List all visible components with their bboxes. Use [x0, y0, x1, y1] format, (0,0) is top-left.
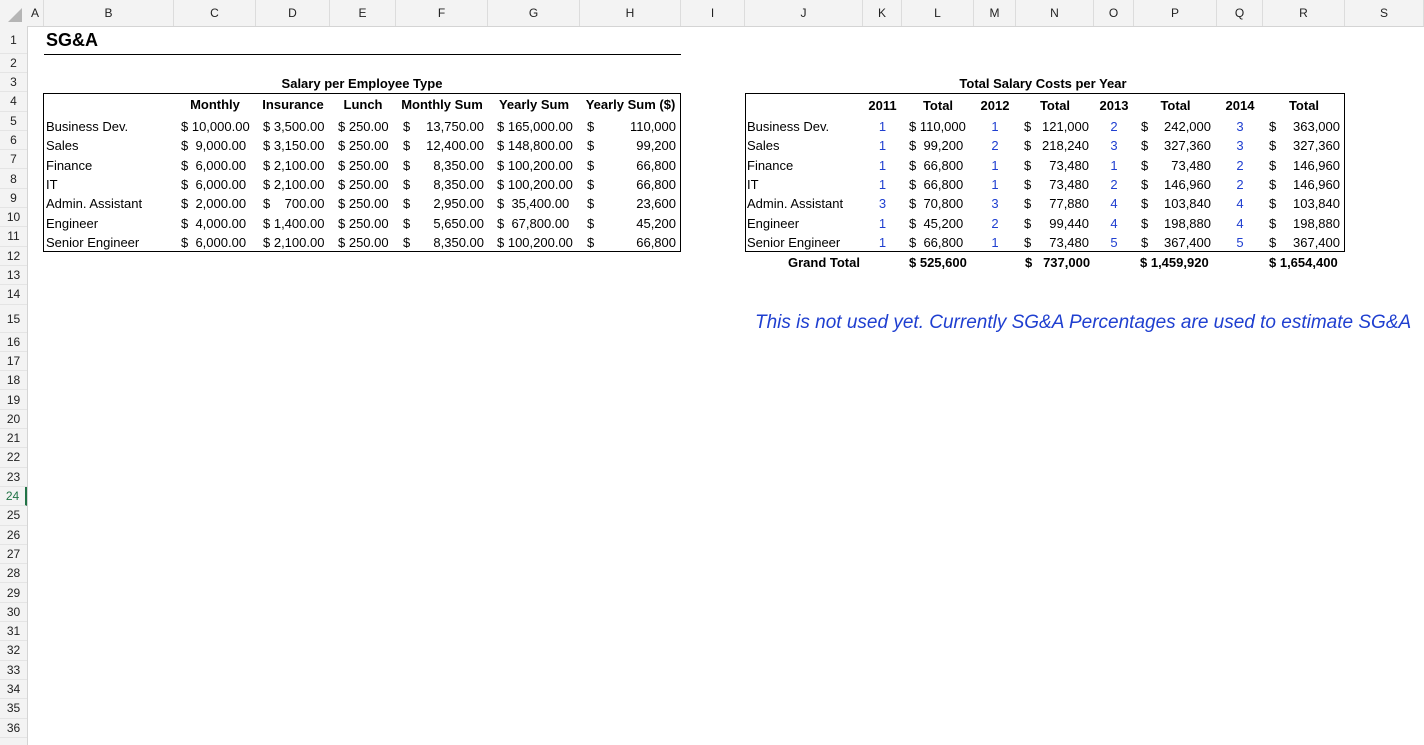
right-row-total-2014-currency[interactable]: $: [1269, 119, 1277, 134]
left-header-insurance[interactable]: Insurance: [262, 97, 324, 112]
right-row-total-2014-currency[interactable]: $: [1269, 216, 1277, 231]
left-row-lunch[interactable]: $ 250.00: [338, 196, 389, 211]
right-row-name[interactable]: Senior Engineer: [747, 235, 841, 250]
left-row-lunch[interactable]: $ 250.00: [338, 138, 389, 153]
left-row-insurance[interactable]: $ 700.00: [263, 196, 325, 211]
grand-total-2013[interactable]: $ 1,459,920: [1140, 255, 1209, 270]
left-row-lunch[interactable]: $ 250.00: [338, 216, 389, 231]
left-row-yearly-dollar-currency[interactable]: $: [587, 138, 595, 153]
grand-total-2012[interactable]: $ 737,000: [1025, 255, 1091, 270]
right-row-total-2012-currency[interactable]: $: [1024, 158, 1032, 173]
left-row-name[interactable]: Engineer: [46, 216, 99, 231]
left-row-yearly-sum[interactable]: $ 100,200.00: [497, 177, 573, 192]
left-row-lunch[interactable]: $ 250.00: [338, 158, 389, 173]
right-row-total-2013[interactable]: 103,840: [1164, 196, 1211, 211]
right-row-total-2012[interactable]: 121,000: [1042, 119, 1089, 134]
left-row-name[interactable]: Business Dev.: [46, 119, 129, 134]
left-row-insurance[interactable]: $ 3,500.00: [263, 119, 325, 134]
left-row-monthly-sum[interactable]: 8,350.00: [433, 177, 484, 192]
left-row-insurance[interactable]: $ 2,100.00: [263, 158, 325, 173]
column-header-p[interactable]: P: [1134, 0, 1217, 26]
right-row-count-2012[interactable]: 1: [991, 158, 999, 173]
column-header-a[interactable]: A: [27, 0, 44, 26]
left-row-lunch[interactable]: $ 250.00: [338, 119, 389, 134]
row-header-2[interactable]: 2: [0, 54, 27, 73]
right-row-count-2014[interactable]: 2: [1236, 158, 1244, 173]
left-table-title[interactable]: Salary per Employee Type: [281, 76, 443, 91]
right-row-count-2014[interactable]: 5: [1236, 235, 1244, 250]
left-header-monthly-sum[interactable]: Monthly Sum: [401, 97, 483, 112]
left-row-monthly-sum-currency[interactable]: $: [403, 216, 411, 231]
right-row-count-2011[interactable]: 1: [878, 235, 887, 250]
grand-total-label[interactable]: Grand Total: [788, 255, 860, 270]
right-row-count-2012[interactable]: 1: [991, 119, 999, 134]
left-row-yearly-sum[interactable]: $ 100,200.00: [497, 235, 573, 250]
left-row-yearly-dollar[interactable]: 66,800: [636, 177, 676, 192]
right-header-total-2013[interactable]: Total: [1160, 98, 1191, 113]
left-row-yearly-dollar[interactable]: 23,600: [636, 196, 676, 211]
left-row-yearly-sum[interactable]: $ 148,800.00: [497, 138, 573, 153]
right-row-count-2013[interactable]: 3: [1110, 138, 1118, 153]
right-row-total-2011[interactable]: $ 45,200: [909, 216, 964, 231]
right-header-2011[interactable]: 2011: [868, 98, 897, 113]
row-header-20[interactable]: 20: [0, 410, 27, 429]
row-header-30[interactable]: 30: [0, 603, 27, 622]
right-row-name[interactable]: Finance: [747, 158, 794, 173]
right-header-2014[interactable]: 2014: [1225, 98, 1255, 113]
column-header-b[interactable]: B: [44, 0, 174, 26]
column-header-e[interactable]: E: [330, 0, 396, 26]
left-row-yearly-dollar[interactable]: 99,200: [636, 138, 676, 153]
row-header-29[interactable]: 29: [0, 584, 27, 603]
right-row-name[interactable]: Sales: [747, 138, 780, 153]
left-row-monthly[interactable]: $ 2,000.00: [181, 196, 247, 211]
left-row-yearly-dollar-currency[interactable]: $: [587, 119, 595, 134]
row-header-3[interactable]: 3: [0, 73, 27, 92]
right-row-name[interactable]: Engineer: [747, 216, 800, 231]
column-header-q[interactable]: Q: [1217, 0, 1263, 26]
left-row-monthly[interactable]: $ 6,000.00: [181, 177, 247, 192]
right-row-total-2013-currency[interactable]: $: [1141, 119, 1149, 134]
right-row-total-2013[interactable]: 146,960: [1164, 177, 1211, 192]
row-header-11[interactable]: 11: [0, 227, 27, 246]
row-header-bar: [0, 26, 28, 745]
right-row-count-2012[interactable]: 1: [991, 177, 999, 192]
right-row-name[interactable]: IT: [747, 177, 759, 192]
right-row-total-2013[interactable]: 327,360: [1164, 138, 1211, 153]
right-row-count-2014[interactable]: 4: [1236, 216, 1244, 231]
row-header-8[interactable]: 8: [0, 170, 27, 189]
left-row-name[interactable]: Admin. Assistant: [46, 196, 143, 211]
right-header-total-2011[interactable]: Total: [922, 98, 954, 113]
row-header-17[interactable]: 17: [0, 352, 27, 371]
right-row-total-2014[interactable]: 146,960: [1293, 177, 1340, 192]
note-text[interactable]: This is not used yet. Currently SG&A Percentages are used to estimate SG&A: [755, 312, 1412, 333]
right-row-total-2013-currency[interactable]: $: [1141, 177, 1149, 192]
row-header-27[interactable]: 27: [0, 545, 27, 564]
left-row-monthly-sum-currency[interactable]: $: [403, 119, 411, 134]
right-row-total-2011[interactable]: $ 66,800: [909, 177, 964, 192]
column-header-n[interactable]: N: [1016, 0, 1094, 26]
row-header-9[interactable]: 9: [0, 189, 27, 208]
left-row-yearly-dollar[interactable]: 66,800: [636, 158, 676, 173]
left-row-monthly-sum[interactable]: 8,350.00: [433, 235, 484, 250]
column-header-r[interactable]: R: [1263, 0, 1345, 26]
left-row-monthly-sum[interactable]: 2,950.00: [433, 196, 484, 211]
right-row-total-2014[interactable]: 363,000: [1293, 119, 1340, 134]
row-header-1[interactable]: 1: [0, 26, 27, 54]
left-row-monthly[interactable]: $ 6,000.00: [181, 158, 247, 173]
left-row-lunch[interactable]: $ 250.00: [338, 235, 389, 250]
row-header-16[interactable]: 16: [0, 333, 27, 352]
left-row-monthly[interactable]: $ 9,000.00: [181, 138, 247, 153]
right-row-total-2012-currency[interactable]: $: [1024, 216, 1032, 231]
right-row-total-2013[interactable]: 73,480: [1171, 158, 1211, 173]
row-header-13[interactable]: 13: [0, 266, 27, 285]
row-header-4[interactable]: 4: [0, 92, 27, 111]
left-row-yearly-dollar-currency[interactable]: $: [587, 177, 595, 192]
row-header-36[interactable]: 36: [0, 719, 27, 738]
right-row-total-2012-currency[interactable]: $: [1024, 196, 1032, 211]
right-row-count-2013[interactable]: 1: [1110, 158, 1118, 173]
right-row-count-2012[interactable]: 2: [991, 216, 999, 231]
right-row-total-2011[interactable]: $ 110,000: [909, 119, 966, 134]
select-all-corner[interactable]: [8, 8, 22, 22]
left-row-yearly-dollar[interactable]: 45,200: [636, 216, 676, 231]
left-row-lunch[interactable]: $ 250.00: [338, 177, 389, 192]
left-row-yearly-sum[interactable]: $ 100,200.00: [497, 158, 573, 173]
right-row-total-2011[interactable]: $ 66,800: [909, 235, 964, 250]
left-row-yearly-sum[interactable]: $ 67,800.00: [497, 216, 570, 231]
row-header-23[interactable]: 23: [0, 468, 27, 487]
row-header-33[interactable]: 33: [0, 661, 27, 680]
title-underline: [44, 54, 681, 55]
right-row-total-2013-currency[interactable]: $: [1141, 158, 1149, 173]
right-header-total-2014[interactable]: Total: [1288, 98, 1320, 113]
right-row-total-2014[interactable]: 367,400: [1293, 235, 1340, 250]
row-header-34[interactable]: 34: [0, 680, 27, 699]
row-header-26[interactable]: 26: [0, 526, 27, 545]
left-row-insurance[interactable]: $ 1,400.00: [263, 216, 325, 231]
left-row-yearly-dollar-currency[interactable]: $: [587, 216, 595, 231]
left-row-yearly-dollar-currency[interactable]: $: [587, 235, 595, 250]
left-row-name[interactable]: IT: [46, 177, 58, 192]
row-header-21[interactable]: 21: [0, 429, 27, 448]
right-row-total-2012[interactable]: 218,240: [1042, 138, 1089, 153]
right-row-total-2011[interactable]: $ 66,800: [909, 158, 964, 173]
right-row-total-2012[interactable]: 73,480: [1049, 235, 1089, 250]
left-row-yearly-dollar[interactable]: 66,800: [636, 235, 676, 250]
right-header-2013[interactable]: 2013: [1099, 98, 1129, 113]
right-row-total-2013[interactable]: 367,400: [1164, 235, 1211, 250]
right-row-total-2014[interactable]: 103,840: [1293, 196, 1340, 211]
left-row-yearly-sum[interactable]: $ 165,000.00: [497, 119, 573, 134]
row-header-22[interactable]: 22: [0, 448, 27, 467]
right-row-count-2013[interactable]: 4: [1110, 216, 1118, 231]
left-row-monthly-sum-currency[interactable]: $: [403, 138, 411, 153]
column-header-s[interactable]: S: [1345, 0, 1424, 26]
column-header-l[interactable]: L: [902, 0, 974, 26]
right-row-total-2012-currency[interactable]: $: [1024, 138, 1032, 153]
column-header-m[interactable]: M: [974, 0, 1016, 26]
row-header-14[interactable]: 14: [0, 285, 27, 304]
right-row-total-2012[interactable]: 99,440: [1049, 216, 1089, 231]
right-row-count-2012[interactable]: 1: [991, 235, 999, 250]
right-row-count-2012[interactable]: 2: [991, 138, 999, 153]
row-header-19[interactable]: 19: [0, 391, 27, 410]
right-row-total-2012-currency[interactable]: $: [1024, 119, 1032, 134]
left-row-monthly-sum-currency[interactable]: $: [403, 158, 411, 173]
right-row-total-2013-currency[interactable]: $: [1141, 196, 1149, 211]
left-row-monthly-sum-currency[interactable]: $: [403, 196, 411, 211]
row-header-15[interactable]: 15: [0, 305, 27, 333]
right-row-count-2013[interactable]: 5: [1110, 235, 1118, 250]
right-header-2012[interactable]: 2012: [980, 98, 1010, 113]
row-header-35[interactable]: 35: [0, 699, 27, 718]
grand-total-2014[interactable]: $ 1,654,400: [1269, 255, 1338, 270]
right-header-total-2012[interactable]: Total: [1039, 98, 1071, 113]
row-header-24[interactable]: 24: [0, 487, 27, 506]
right-row-total-2013-currency[interactable]: $: [1141, 138, 1149, 153]
left-row-monthly[interactable]: $ 6,000.00: [181, 235, 247, 250]
right-row-count-2014[interactable]: 4: [1236, 196, 1244, 211]
right-row-count-2014[interactable]: 3: [1236, 138, 1244, 153]
right-row-total-2013-currency[interactable]: $: [1141, 235, 1149, 250]
right-row-name[interactable]: Admin. Assistant: [747, 196, 844, 211]
row-header-32[interactable]: 32: [0, 641, 27, 660]
right-row-total-2014-currency[interactable]: $: [1269, 177, 1277, 192]
right-row-count-2012[interactable]: 3: [991, 196, 999, 211]
right-row-count-2013[interactable]: 2: [1110, 177, 1118, 192]
left-row-yearly-dollar-currency[interactable]: $: [587, 158, 595, 173]
right-row-total-2014[interactable]: 327,360: [1293, 138, 1340, 153]
left-row-monthly[interactable]: $ 4,000.00: [181, 216, 247, 231]
left-row-monthly-sum-currency[interactable]: $: [403, 235, 411, 250]
row-header-10[interactable]: 10: [0, 208, 27, 227]
left-header-monthly[interactable]: Monthly: [190, 97, 240, 112]
left-row-name[interactable]: Sales: [46, 138, 79, 153]
left-row-insurance[interactable]: $ 2,100.00: [263, 235, 325, 250]
right-row-total-2014[interactable]: 198,880: [1293, 216, 1340, 231]
row-header-6[interactable]: 6: [0, 131, 27, 150]
grand-total-2011[interactable]: $ 525,600: [909, 255, 967, 270]
row-header-31[interactable]: 31: [0, 622, 27, 641]
column-header-g[interactable]: G: [488, 0, 580, 26]
right-row-count-2011[interactable]: 3: [878, 196, 887, 211]
right-row-total-2014-currency[interactable]: $: [1269, 196, 1277, 211]
row-header-28[interactable]: 28: [0, 564, 27, 583]
right-row-count-2011[interactable]: 1: [878, 158, 887, 173]
left-row-monthly[interactable]: $ 10,000.00: [181, 119, 250, 134]
left-row-insurance[interactable]: $ 3,150.00: [263, 138, 325, 153]
column-header-i[interactable]: I: [681, 0, 745, 26]
left-header-lunch[interactable]: Lunch: [343, 97, 383, 112]
left-row-yearly-dollar-currency[interactable]: $: [587, 196, 595, 211]
left-row-monthly-sum[interactable]: 13,750.00: [426, 119, 484, 134]
column-header-o[interactable]: O: [1094, 0, 1134, 26]
left-row-monthly-sum[interactable]: 12,400.00: [426, 138, 484, 153]
left-row-name[interactable]: Finance: [46, 158, 93, 173]
right-row-count-2011[interactable]: 1: [878, 119, 887, 134]
right-row-total-2012-currency[interactable]: $: [1024, 177, 1032, 192]
right-row-total-2013[interactable]: 242,000: [1164, 119, 1211, 134]
left-header-yearly-sum[interactable]: Yearly Sum: [498, 97, 570, 112]
column-header-h[interactable]: H: [580, 0, 681, 26]
right-row-count-2011[interactable]: 1: [878, 177, 887, 192]
column-header-j[interactable]: J: [745, 0, 863, 26]
right-row-total-2011[interactable]: $ 99,200: [909, 138, 964, 153]
column-header-f[interactable]: F: [396, 0, 488, 26]
left-row-monthly-sum-currency[interactable]: $: [403, 177, 411, 192]
column-header-k[interactable]: K: [863, 0, 902, 26]
right-table-title[interactable]: Total Salary Costs per Year: [959, 76, 1127, 91]
right-row-total-2012[interactable]: 73,480: [1049, 158, 1089, 173]
left-row-name[interactable]: Senior Engineer: [46, 235, 140, 250]
right-row-count-2013[interactable]: 2: [1110, 119, 1118, 134]
right-row-total-2012[interactable]: 73,480: [1049, 177, 1089, 192]
column-header-c[interactable]: C: [174, 0, 256, 26]
right-row-total-2014[interactable]: 146,960: [1293, 158, 1340, 173]
right-row-total-2014-currency[interactable]: $: [1269, 235, 1277, 250]
row-header-5[interactable]: 5: [0, 112, 27, 131]
row-header-7[interactable]: 7: [0, 150, 27, 169]
right-row-count-2011[interactable]: 1: [878, 138, 887, 153]
right-row-total-2011[interactable]: $ 70,800: [909, 196, 964, 211]
left-row-yearly-dollar[interactable]: 110,000: [629, 119, 676, 134]
right-row-total-2013[interactable]: 198,880: [1164, 216, 1211, 231]
column-header-bar: [0, 0, 1424, 27]
right-row-total-2012-currency[interactable]: $: [1024, 235, 1032, 250]
row-header-25[interactable]: 25: [0, 506, 27, 525]
right-row-count-2013[interactable]: 4: [1110, 196, 1118, 211]
left-row-yearly-sum[interactable]: $ 35,400.00: [497, 196, 570, 211]
right-row-count-2014[interactable]: 2: [1236, 177, 1244, 192]
column-header-d[interactable]: D: [256, 0, 330, 26]
left-row-monthly-sum[interactable]: 8,350.00: [433, 158, 484, 173]
right-row-total-2014-currency[interactable]: $: [1269, 158, 1277, 173]
right-row-total-2014-currency[interactable]: $: [1269, 138, 1277, 153]
right-row-name[interactable]: Business Dev.: [747, 119, 830, 134]
right-row-total-2013-currency[interactable]: $: [1141, 216, 1149, 231]
left-header-yearly-sum-dollar[interactable]: Yearly Sum ($): [585, 97, 676, 112]
row-header-18[interactable]: 18: [0, 371, 27, 390]
row-header-12[interactable]: 12: [0, 247, 27, 266]
left-row-insurance[interactable]: $ 2,100.00: [263, 177, 325, 192]
right-row-count-2011[interactable]: 1: [878, 216, 887, 231]
right-row-count-2014[interactable]: 3: [1236, 119, 1244, 134]
right-row-total-2012[interactable]: 77,880: [1049, 196, 1089, 211]
sheet-title[interactable]: SG&A: [46, 30, 99, 50]
left-row-monthly-sum[interactable]: 5,650.00: [433, 216, 484, 231]
